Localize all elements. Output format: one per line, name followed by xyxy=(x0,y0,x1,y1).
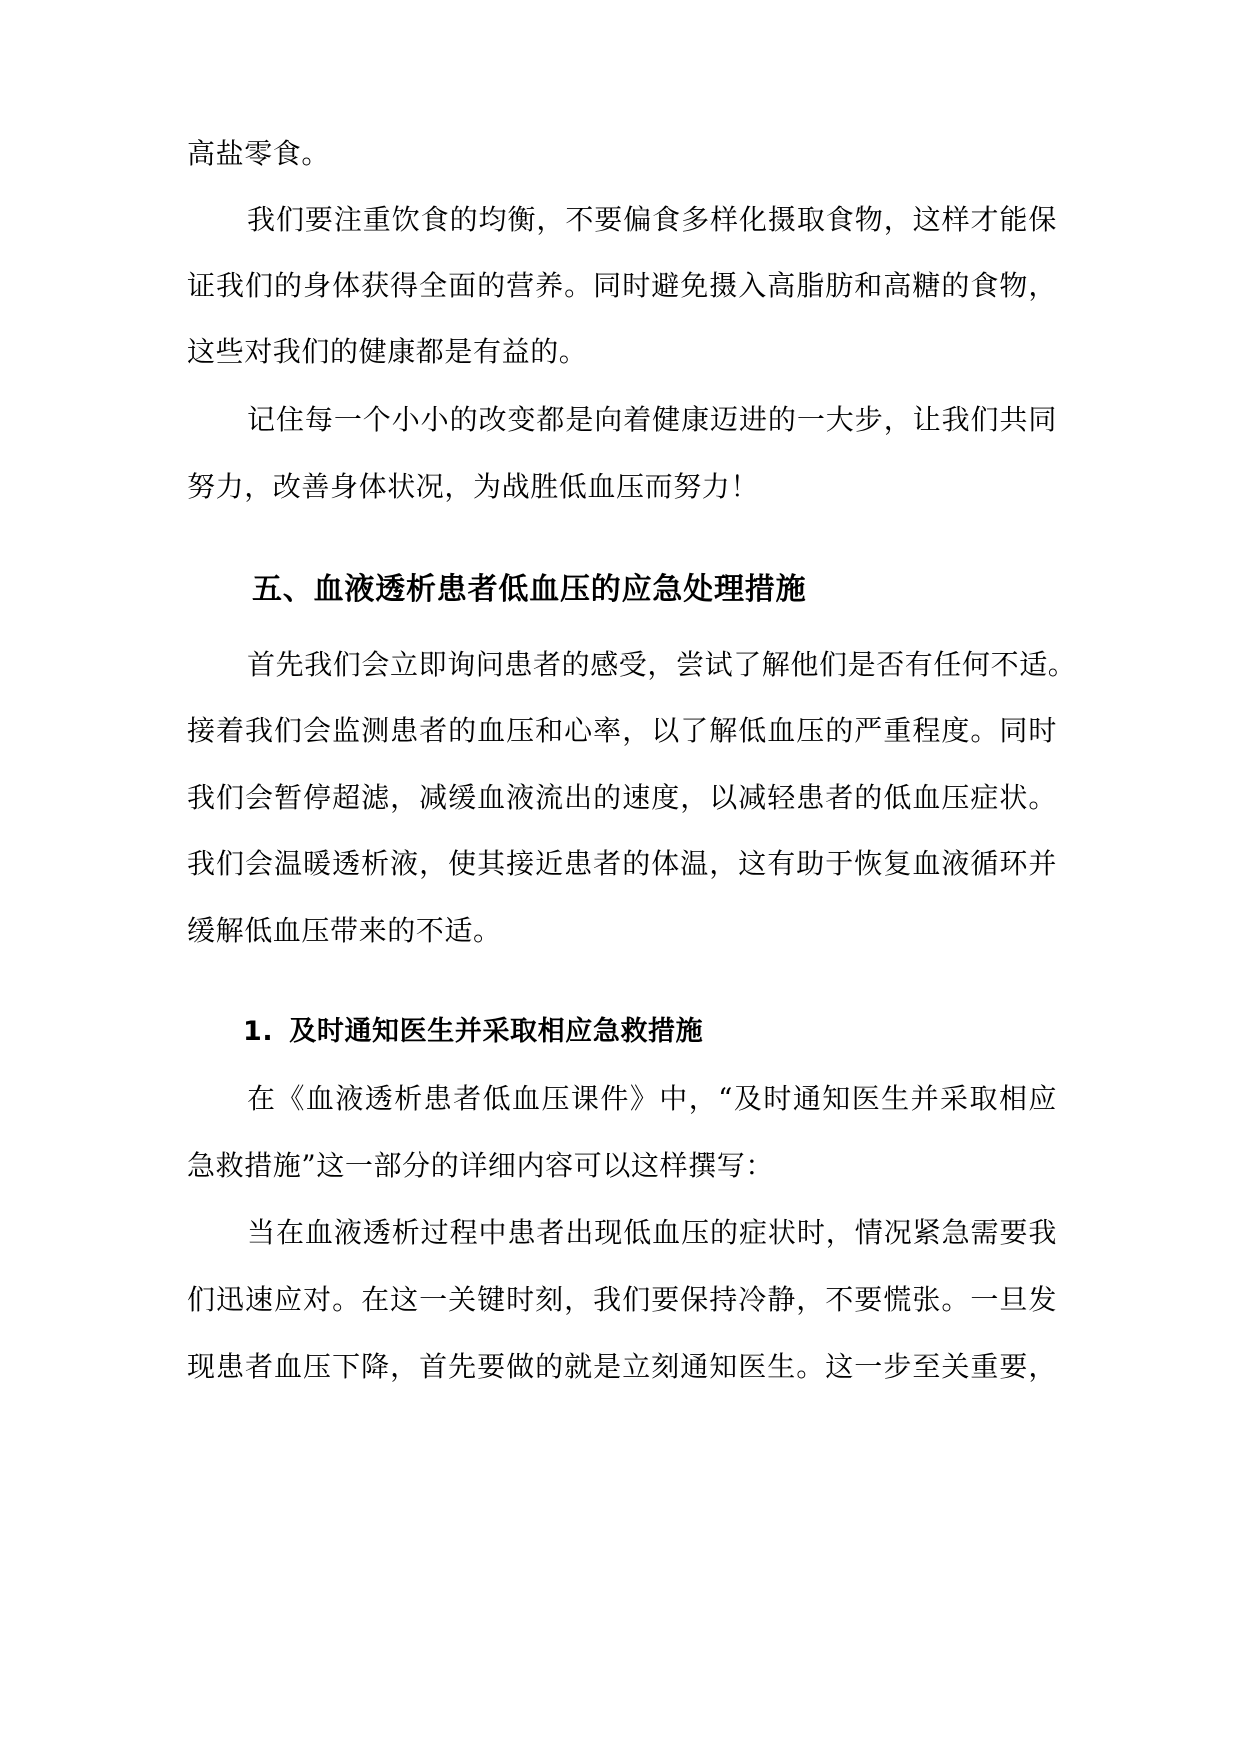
paragraph-line: 我们会暂停超滤，减缓血液流出的速度，以减轻患者的低血压症状。 xyxy=(187,781,1057,814)
paragraph-line: 努力，改善身体状况，为战胜低血压而努力！ xyxy=(187,470,760,503)
subsection-number: 1. xyxy=(243,1016,274,1047)
paragraph-line: 接着我们会监测患者的血压和心率，以了解低血压的严重程度。同时 xyxy=(187,714,1057,747)
paragraph-line: 这些对我们的健康都是有益的。 xyxy=(187,335,588,368)
paragraph-line: 首先我们会立即询问患者的感受，尝试了解他们是否有任何不适。 xyxy=(247,648,1077,681)
subsection-title: 及时通知医生并采取相应急救措施 xyxy=(289,1016,704,1047)
paragraph-line: 我们会温暖透析液，使其接近患者的体温，这有助于恢复血液循环并 xyxy=(187,847,1057,880)
paragraph-line: 我们要注重饮食的均衡，不要偏食多样化摄取食物，这样才能保 xyxy=(247,203,1057,236)
paragraph-line: 们迅速应对。在这一关键时刻，我们要保持冷静，不要慌张。一旦发 xyxy=(187,1283,1057,1316)
paragraph-line: 缓解低血压带来的不适。 xyxy=(187,914,502,947)
paragraph-line: 高盐零食。 xyxy=(187,137,331,170)
subsection-heading xyxy=(243,1012,703,1052)
section-heading: 五、血液透析患者低血压的应急处理措施 xyxy=(252,572,807,607)
paragraph-line: 证我们的身体获得全面的营养。同时避免摄入高脂肪和高糖的食物， xyxy=(187,269,1057,302)
paragraph-line: 当在血液透析过程中患者出现低血压的症状时，情况紧急需要我 xyxy=(247,1216,1057,1249)
paragraph-line: 在《血液透析患者低血压课件》中，“及时通知医生并采取相应 xyxy=(247,1082,1057,1115)
paragraph-line: 急救措施”这一部分的详细内容可以这样撰写： xyxy=(187,1149,774,1182)
paragraph-line: 现患者血压下降，首先要做的就是立刻通知医生。这一步至关重要， xyxy=(187,1350,1057,1383)
paragraph-line: 记住每一个小小的改变都是向着健康迈进的一大步，让我们共同 xyxy=(247,403,1057,436)
